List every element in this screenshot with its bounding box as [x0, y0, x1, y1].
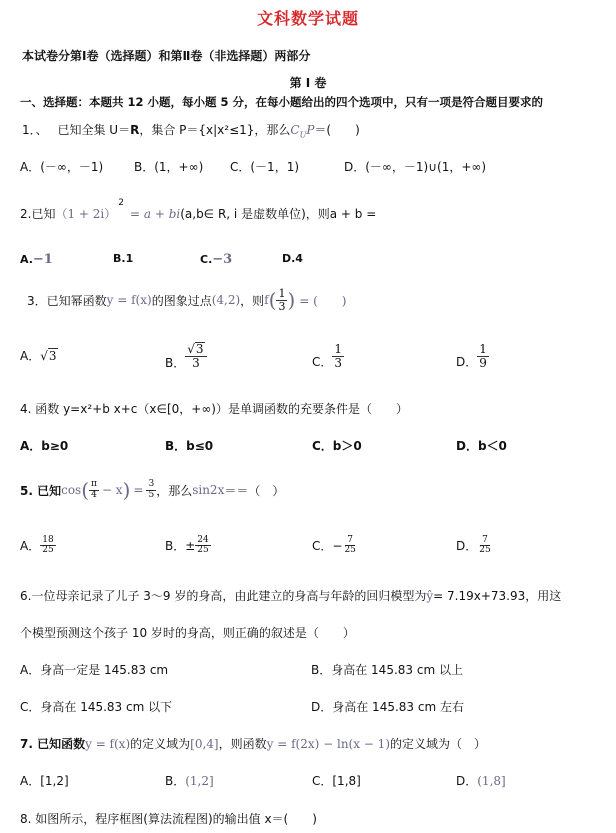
q3-option-b: B． √ 3 3	[165, 340, 207, 371]
q1-option-a: A．(－∞，－1)	[20, 160, 104, 174]
q5-option-b: B．± $\frac{24}{25}$	[165, 535, 209, 556]
q7-option-b: B．(1,2]	[165, 774, 214, 788]
q5-minus-x: − x	[101, 483, 123, 497]
q7-option-c: C．[1,8]	[312, 774, 361, 788]
q2-option-d: D.4	[282, 252, 303, 265]
q5-text-c: ＝＝（ ）	[224, 483, 285, 498]
question-7: 7. 已知函数y = f(x)的定义域为[0,4]，则函数y = f(2x) − ln(x − 1)的定义域为（ ）	[20, 737, 487, 751]
q1-set-u: R	[130, 123, 140, 137]
q5-pi-frac: $\frac{\pi}{4}$	[91, 479, 97, 500]
question-5: 5. 已知 cos ( $\frac{\pi}{4}$ − x ) = $\frac{3}{5}$ ，那么 sin2x ＝＝（ ）	[20, 478, 285, 502]
q3-fraction: $\frac{1}{3}$	[278, 287, 286, 313]
q1-text-b: ，集合 P＝{x|x²≤1}，那么	[139, 123, 291, 137]
q2-text-a: 2.已知	[20, 207, 56, 221]
q1-option-b: B．(1，+∞)	[134, 160, 204, 174]
q1-text-a: 已知全集 U＝	[57, 123, 131, 137]
question-4: 4. 函数 y=x²+b x+c（x∈[0，+∞)）是单调函数的充要条件是（ ）	[20, 402, 408, 416]
question-6-line-1: 6.一位母亲记录了儿子 3～9 岁的身高，由此建立的身高与年龄的回归模型为ŷ= 7.19x+73.93，用这	[20, 589, 562, 603]
exam-intro: 本试卷分第Ⅰ卷（选择题）和第Ⅱ卷（非选择题）两部分	[22, 49, 311, 63]
q3-text-a: 3．已知幂函数	[27, 293, 107, 308]
q3-point: (4,2)	[211, 293, 241, 308]
q6-option-d: D．身高在 145.83 cm 左右	[311, 700, 464, 714]
q3-func: y = f(x)	[106, 293, 152, 308]
q2-exponent: 2	[118, 198, 124, 208]
q3-text-b: 的图象过点	[151, 293, 212, 308]
q3-option-c: C． $\frac{1}{3}$	[312, 342, 343, 370]
q7-option-d: D．(1,8]	[456, 774, 506, 788]
part-heading: 第 I 卷	[289, 76, 327, 90]
question-8: 8. 如图所示，程序框图(算法流程图)的输出值 x＝( )	[20, 812, 317, 826]
q2-option-c: C.−3	[200, 252, 233, 267]
q2-option-b: B.1	[113, 252, 134, 265]
q5-option-d: D． $\frac{7}{25}$	[456, 535, 491, 556]
q2-option-a: A.−1	[20, 252, 53, 267]
q5-text-a: 5. 已知	[20, 483, 62, 498]
question-3: 3．已知幂函数 y = f(x) 的图象过点 (4,2) ，则 f ( $\frac{1}{3}$ ) = ( )	[27, 287, 347, 313]
q5-option-a: A． $\frac{18}{25}$	[20, 535, 54, 556]
q1-option-d: D．(－∞，－1)∪(1，+∞)	[344, 160, 487, 174]
q4-option-c: C．b＞0	[312, 439, 362, 453]
q5-ratio: $\frac{3}{5}$	[148, 479, 155, 500]
q5-text-b: ，那么	[156, 483, 193, 498]
q1-text-c: ＝( )	[314, 123, 360, 137]
section-heading: 一、选择题：本题共 12 小题，每小题 5 分，在每小题给出的四个选项中，只有一项是符合题目要求的	[20, 95, 544, 109]
q1-number: 1．、	[22, 123, 48, 137]
q6-yhat: ŷ	[426, 589, 434, 603]
q7-option-a: A．[1,2]	[20, 774, 69, 788]
q2-base: （1 + 2i）	[55, 207, 117, 221]
q1-option-c: C．(－1，1)	[230, 160, 300, 174]
q7-domain: [0,4]	[190, 737, 219, 751]
q6-option-a: A．身高一定是 145.83 cm	[20, 663, 169, 677]
q4-option-b: B．b≤0	[165, 439, 214, 453]
q3-option-d: D． $\frac{1}{9}$	[456, 342, 487, 370]
q3-f: f	[264, 293, 269, 308]
q3-text-d: = ( )	[299, 293, 347, 308]
q5-sin: sin2x	[192, 483, 225, 497]
q2-text-b: (a,b∈ R, i 是虚数单位)，则a + b =	[180, 207, 377, 221]
q4-option-d: D．b＜0	[456, 439, 507, 453]
q5-cos: cos	[61, 483, 82, 497]
q7-f1: y = f(x)	[85, 737, 131, 751]
question-1	[22, 121, 360, 139]
q5-option-c: C．− $\frac{7}{25}$	[312, 535, 356, 556]
exam-title: 文科数学试题	[256, 9, 359, 28]
question-2	[20, 198, 377, 222]
q3-option-a: A． √ 3	[20, 349, 57, 363]
q1-complement: $C_UP$	[290, 123, 315, 140]
q2-equation: = a + bi	[129, 207, 181, 221]
q7-f2: y = f(2x) − ln(x − 1)	[266, 737, 390, 751]
q5-eq: =	[133, 483, 144, 497]
q3-text-c: ，则	[240, 293, 265, 308]
q6-option-b: B．身高在 145.83 cm 以上	[311, 663, 463, 677]
question-6-line-2: 个模型预测这个孩子 10 岁时的身高，则正确的叙述是（ ）	[20, 626, 355, 640]
q6-option-c: C．身高在 145.83 cm 以下	[20, 700, 173, 714]
q4-option-a: A．b≥0	[20, 439, 69, 453]
